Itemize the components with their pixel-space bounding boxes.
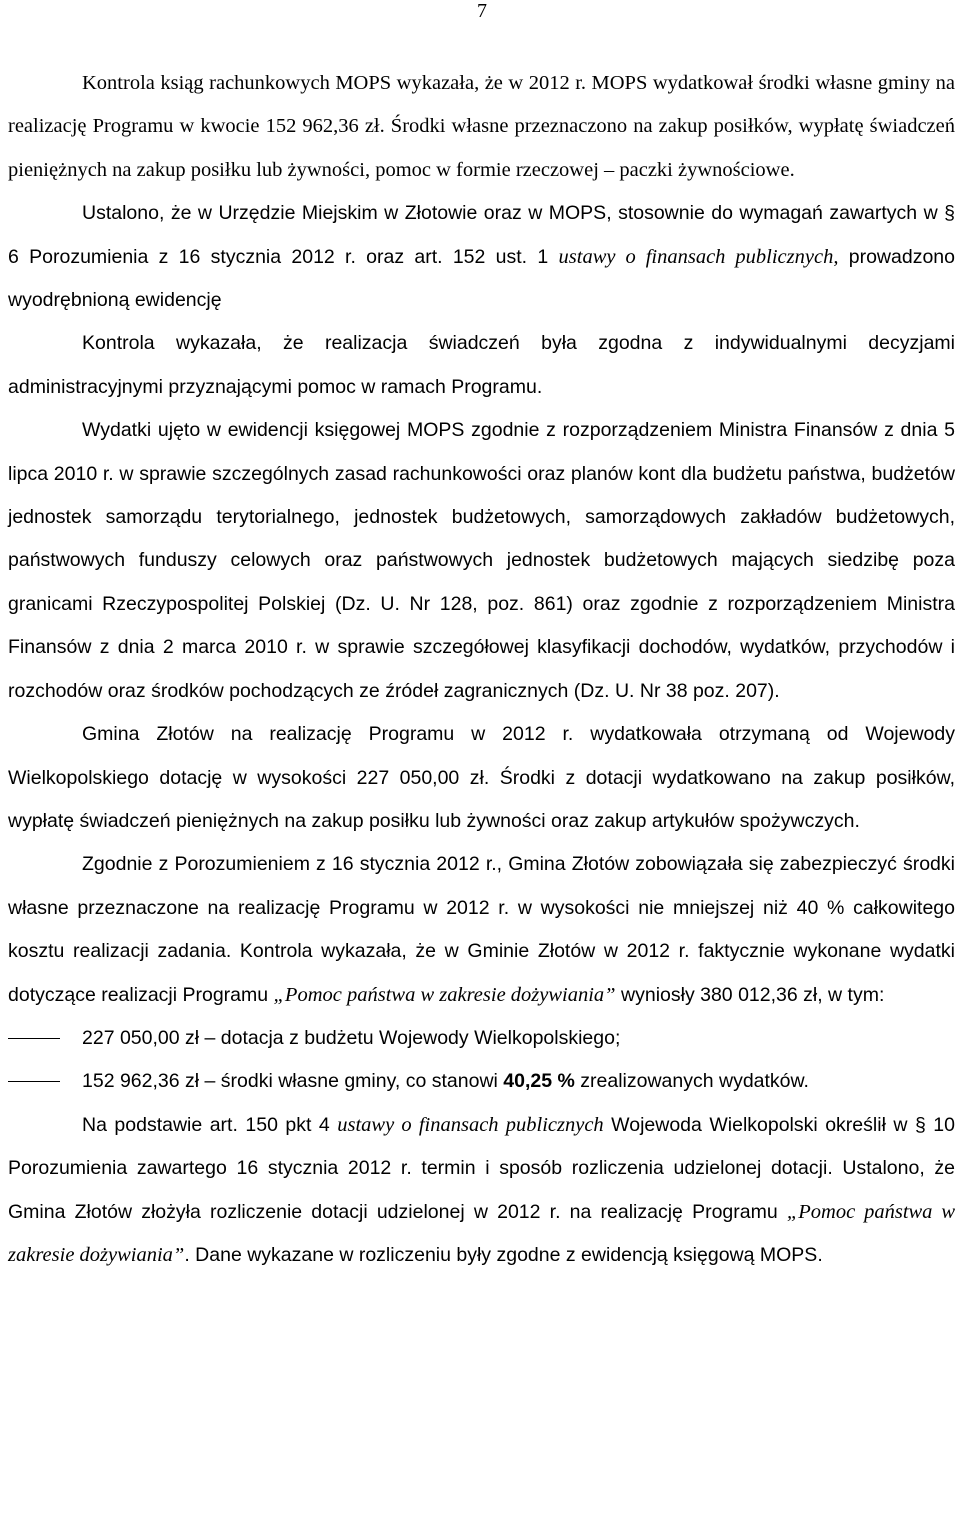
paragraph-4: Wydatki ujęto w ewidencji księgowej MOPS zgodnie z rozporządzeniem Ministra Finansów z dnia 5 lipca 2010 r. w sprawie szczególnych zasad rachunkowości oraz planów kont dla budżetu państwa, budżetów jednostek samorządu terytorialnego, jednostek budżetowych, samorządowych zakładów budżetowych, państwowych funduszy celowych oraz państwowych jednostek budżetowych mających siedzibę poza granicami Rzeczypospolitej Polskiej (Dz. U. Nr 128, poz. 861) oraz zgodnie z rozporządzeniem Ministra Finansów z dnia 2 marca 2010 r. w sprawie szczegółowej klasyfikacji dochodów, wydatków, przychodów i rozchodów oraz środków pochodzących ze źródeł zagranicznych (Dz. U. Nr 38 poz. 207). bbox=[8, 419, 955, 702]
list-item-own-funds bbox=[8, 1060, 955, 1103]
dash-bullet bbox=[8, 1081, 60, 1082]
paragraph-1: Kontrola ksiąg rachunkowych MOPS wykazała, że w 2012 r. MOPS wydatkował środki własne gminy na realizację Programu w kwocie 152 962,36 zł. Środki własne przeznaczono na zakup posiłków, wypłatę świadczeń pieniężnych na zakup posiłku lub żywności, pomoc w formie rzeczowej – paczki żywnościowe. bbox=[8, 72, 955, 181]
paragraph-3: Kontrola wykazała, że realizacja świadczeń była zgodna z indywidualnymi decyzjami administracyjnymi przyznającymi pomoc w ramach Programu. bbox=[8, 332, 955, 398]
paragraph-5: Gmina Złotów na realizację Programu w 2012 r. wydatkowała otrzymaną od Wojewody Wielkopolskiego dotację w wysokości 227 050,00 zł. Środki z dotacji wydatkowano na zakup posiłków, wypłatę świadczeń pieniężnych na zakup posiłku lub żywności oraz zakup artykułów spożywczych. bbox=[8, 723, 955, 832]
percentage-bold: 40,25 % bbox=[503, 1070, 575, 1093]
act-title-italic: ustawy o finansach publicznych bbox=[337, 1113, 604, 1136]
page-number: 7 bbox=[477, 0, 487, 22]
paragraph-6-text: Zgodnie z Porozumieniem z 16 stycznia 2012 r., Gmina Złotów zobowiązała się zabezpieczyć środki własne przeznaczone na realizację Programu w 2012 r. w wysokości nie mniejszej niż 40 % całkowitego kosztu realizacji zadania. Kontrola wykazała, że w Gminie Złotów w 2012 r. faktycznie wykonane wydatki dotyczące realizacji Programu bbox=[8, 853, 955, 1006]
paragraph-7-text: Na podstawie art. 150 pkt 4 bbox=[82, 1113, 338, 1136]
program-name-italic: „Pomoc państwa w zakresie dożywiania” bbox=[273, 983, 616, 1006]
act-title-italic: ustawy o finansach publicznych, bbox=[558, 245, 839, 268]
list-item-dotation bbox=[8, 1017, 955, 1060]
paragraph-7-tail: . Dane wykazane w rozliczeniu były zgodne z ewidencją księgową MOPS. bbox=[184, 1243, 823, 1266]
program-name-italic: „Pomoc państwa w zakresie dożywiania” bbox=[8, 1200, 955, 1266]
list-item-text: 227 050,00 zł – dotacja z budżetu Wojewody Wielkopolskiego; bbox=[82, 1026, 621, 1049]
paragraph-2-tail: prowadzono wyodrębnioną ewidencję bbox=[8, 245, 955, 312]
list-item-tail: zrealizowanych wydatków. bbox=[574, 1070, 809, 1093]
paragraph-7-middle: Wojewoda Wielkopolski określił w § 10 Porozumienia zawartego 16 stycznia 2012 r. termin i sposób rozliczenia udzielonej dotacji. Ustalono, że Gmina Złotów złożyła rozliczenie dotacji udzielonej w 2012 r. na realizację Programu bbox=[8, 1113, 955, 1223]
dash-bullet bbox=[8, 1038, 60, 1039]
paragraph-2 bbox=[8, 192, 955, 322]
paragraph-6-tail: wyniosły 380 012,36 zł, w tym: bbox=[615, 983, 885, 1006]
document-body bbox=[8, 62, 955, 1277]
paragraph-7 bbox=[8, 1104, 955, 1278]
paragraph-6 bbox=[8, 843, 955, 1017]
paragraph-2-text: Ustalono, że w Urzędzie Miejskim w Złotowie oraz w MOPS, stosownie do wymagań zawartych w § 6 Porozumienia z 16 stycznia 2012 r. oraz art. 152 ust. 1 bbox=[8, 202, 955, 268]
list-item-text: 152 962,36 zł – środki własne gminy, co stanowi bbox=[82, 1070, 504, 1093]
